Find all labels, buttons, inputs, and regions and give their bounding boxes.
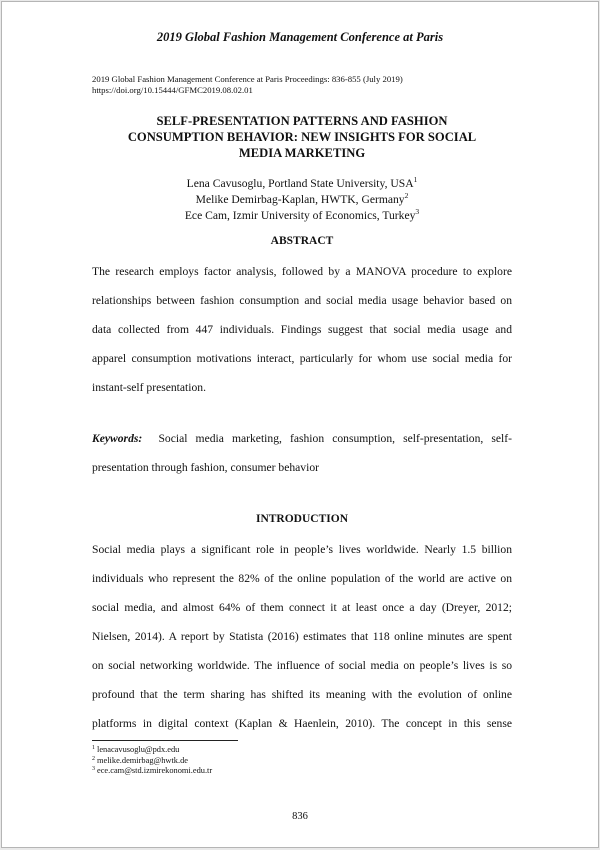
- title-line: CONSUMPTION BEHAVIOR: NEW INSIGHTS FOR SOCIAL: [127, 130, 477, 144]
- keywords-line: presentation through fashion, consumer behavior: [92, 461, 319, 474]
- abstract-heading: ABSTRACT: [270, 235, 334, 247]
- keywords-block: [92, 424, 512, 482]
- keywords-line: Keywords: Social media marketing, fashion consumption, self-presentation, self-: [92, 432, 512, 445]
- running-header: 2019 Global Fashion Management Conference at Paris: [156, 30, 444, 44]
- title-line: MEDIA MARKETING: [238, 146, 366, 160]
- abstract-line: instant-self presentation.: [92, 381, 206, 394]
- author-line: Melike Demirbag-Kaplan, HWTK, Germany$^2$: [195, 191, 409, 206]
- intro-line: platforms in digital context (Kaplan & Haenlein, 2010). The concept in this sense: [92, 717, 512, 730]
- footnote-mark[interactable]: 2: [404, 191, 409, 200]
- footnote-item: $^2$ melike.demirbag@hwtk.de: [92, 755, 188, 765]
- abstract-line: data collected from 447 individuals. Findings suggest that social media usage and: [92, 323, 512, 336]
- title-line: SELF-PRESENTATION PATTERNS AND FASHION: [156, 114, 448, 128]
- page-number: 836: [292, 811, 308, 822]
- author-list: [92, 176, 512, 224]
- footnote-mark[interactable]: 1: [413, 175, 418, 184]
- paper-page: [1, 1, 599, 848]
- footnote-divider: [92, 740, 238, 741]
- abstract-body: [92, 257, 512, 402]
- intro-line: Social media plays a significant role in people’s lives worldwide. Nearly 1.5 billion: [92, 543, 512, 556]
- proceedings-citation: 2019 Global Fashion Management Conference at Paris Proceedings: 836-855 (July 2019): [92, 74, 403, 84]
- footnotes: [92, 745, 392, 777]
- doi-link[interactable]: https://doi.org/10.15444/GFMC2019.08.02.01: [92, 85, 253, 95]
- footnote-mark[interactable]: 3: [415, 207, 420, 216]
- proceedings-info: [92, 74, 532, 96]
- abstract-line: relationships between fashion consumption and social media usage behavior based on: [92, 294, 512, 307]
- intro-line: social media, and almost 64% of them connect it at least once a day (Dreyer, 2012;: [92, 601, 512, 614]
- email-link[interactable]: lenacavusoglu@pdx.edu: [97, 745, 180, 754]
- intro-line: Nielsen, 2014). A report by Statista (2016) estimates that 118 online minutes are spent: [92, 630, 512, 643]
- introduction-body: [92, 535, 512, 738]
- email-link[interactable]: ece.cam@std.izmirekonomi.edu.tr: [97, 766, 213, 775]
- footnote-item: $^3$ ece.cam@std.izmirekonomi.edu.tr: [92, 766, 213, 775]
- abstract-line: apparel consumption motivations interact, particularly for whom use social media for: [92, 352, 512, 365]
- footnote-item: $^1$ lenacavusoglu@pdx.edu: [92, 745, 180, 754]
- author-line: Lena Cavusoglu, Portland State University, USA$^1$: [186, 175, 418, 190]
- intro-line: individuals who represent the 82% of the online population of the world are active on: [92, 572, 512, 585]
- intro-line: profound that the term sharing has shifted its meaning with the evolution of online: [92, 688, 512, 701]
- introduction-heading: INTRODUCTION: [255, 513, 348, 525]
- paper-title: [92, 113, 512, 161]
- abstract-line: The research employs factor analysis, followed by a MANOVA procedure to explore: [92, 265, 512, 278]
- keywords-label: Keywords:: [92, 432, 143, 445]
- author-line: Ece Cam, Izmir University of Economics, Turkey$^3$: [184, 207, 420, 222]
- intro-line: on social networking worldwide. The influence of social media on people’s lives is so: [92, 659, 512, 672]
- email-link[interactable]: melike.demirbag@hwtk.de: [97, 755, 188, 765]
